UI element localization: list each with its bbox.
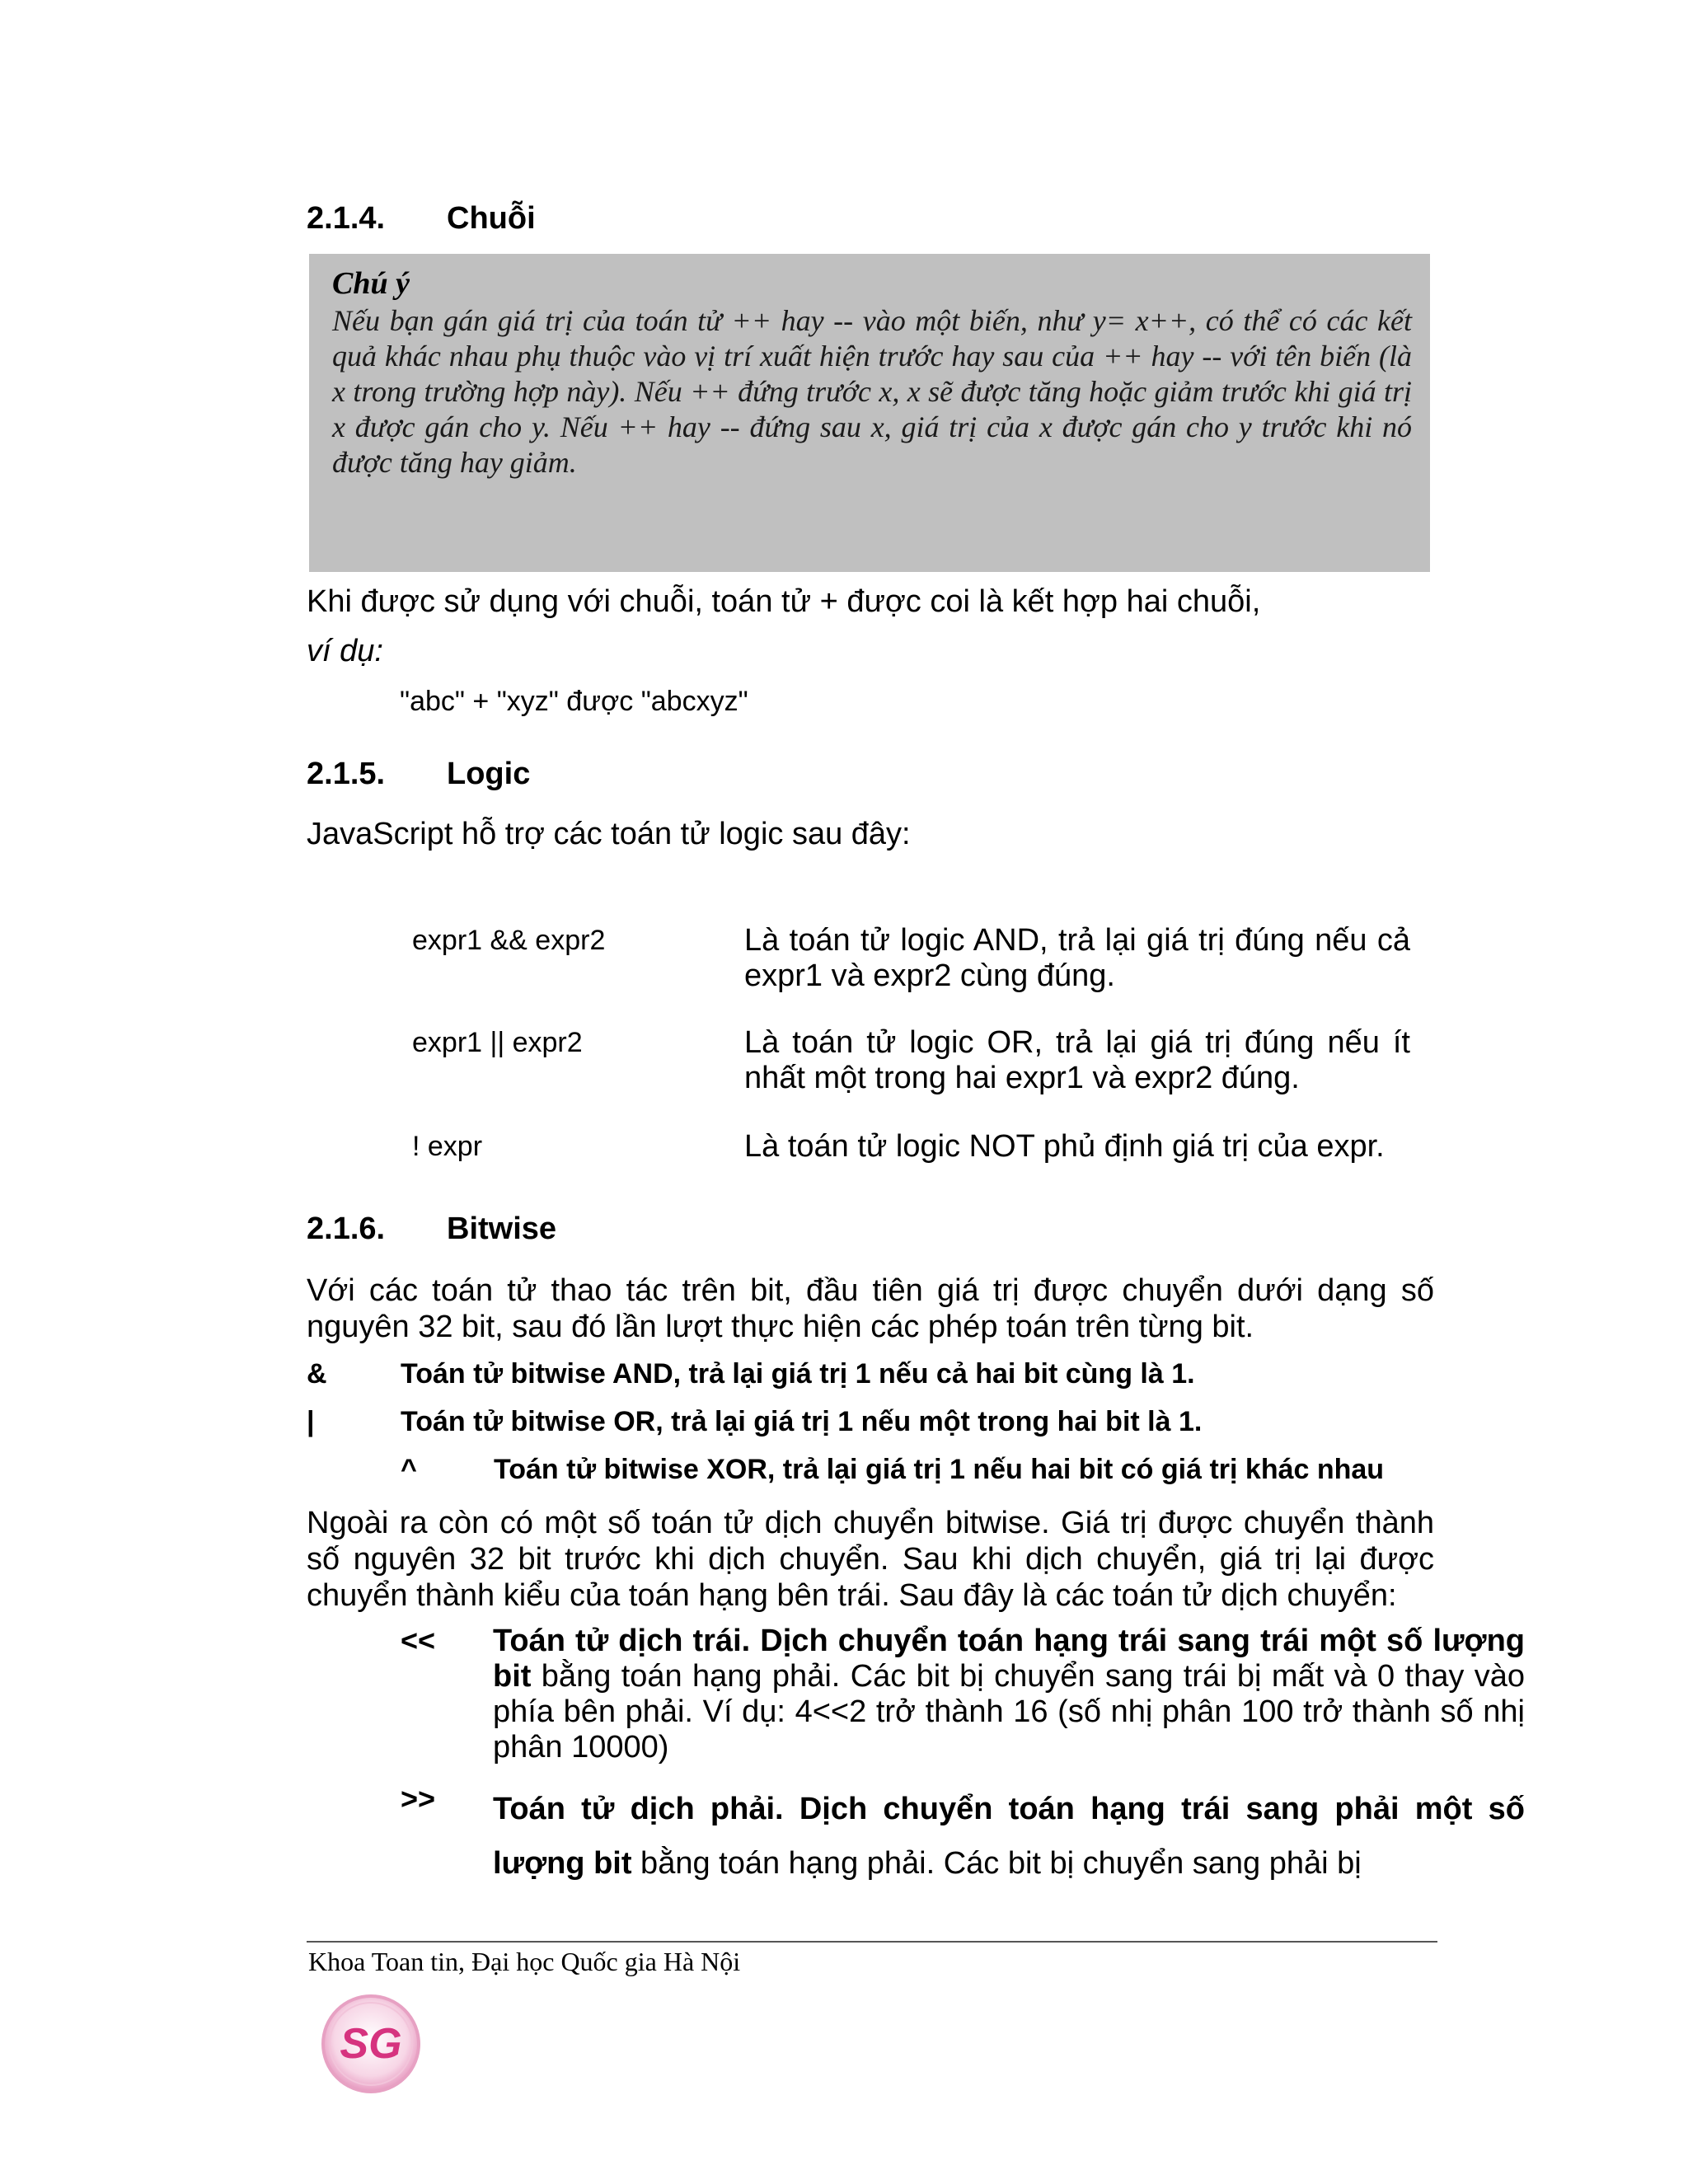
operator-description-rest: bằng toán hạng phải. Các bit bị chuyển sang trái bị mất và 0 thay vào phía bên phải. Ví dụ: 4<<2 trở thành 16 (số nhị phân 100 trở thành số nhị phân 10000)	[493, 1659, 1525, 1765]
example-code: "abc" + "xyz" được "abcxyz"	[400, 686, 748, 717]
section-number: 2.1.4.	[307, 201, 386, 236]
operator-symbol: <<	[401, 1624, 436, 1657]
shift-left	[401, 1624, 1525, 1772]
logic-row-not	[412, 1129, 1411, 1179]
footer-text: Khoa Toan tin, Đại học Quốc gia Hà Nội	[308, 1947, 741, 1976]
operator-symbol: &	[307, 1358, 327, 1390]
shift-right	[401, 1782, 1525, 1897]
logic-row-and	[412, 923, 1411, 1005]
logic-row-or	[412, 1025, 1411, 1108]
operator-code: ! expr	[412, 1131, 483, 1162]
operator-description: Là toán tử logic AND, trả lại giá trị đúng nếu cả expr1 và expr2 cùng đúng.	[744, 923, 1410, 993]
operator-description: Là toán tử logic OR, trả lại giá trị đúng nếu ít nhất một trong hai expr1 và expr2 đúng.	[744, 1025, 1410, 1095]
logic-intro: JavaScript hỗ trợ các toán tử logic sau đây:	[307, 817, 911, 851]
note-body: Nếu bạn gán giá trị của toán tử ++ hay -- vào một biến, như y= x++, có thể có các kết quả khác nhau phụ thuộc vào vị trí xuất hiện trước hay sau của ++ hay -- với tên biến (là x trong trường hợp này). Nếu ++ đứng trước x, x sẽ được tăng hoặc giảm trước khi giá trị x được gán cho y. Nếu ++ hay -- đứng sau x, giá trị của x được gán cho y trước khi nó được tăng hay giảm.	[332, 304, 1412, 479]
operator-description-rest: bằng toán hạng phải. Các bit bị chuyển sang phải bị	[631, 1846, 1362, 1881]
note-box	[309, 254, 1430, 572]
operator-symbol: ^	[401, 1454, 417, 1485]
section-heading-logic	[307, 757, 801, 796]
section-heading-strings	[307, 201, 801, 241]
operator-code: expr1 && expr2	[412, 925, 606, 956]
bitwise-or	[307, 1406, 1444, 1442]
operator-symbol: >>	[401, 1782, 436, 1816]
operator-description	[493, 1782, 1525, 1891]
operator-description: Toán tử bitwise XOR, trả lại giá trị 1 nếu hai bit có giá trị khác nhau	[494, 1454, 1385, 1485]
section-number: 2.1.5.	[307, 757, 386, 791]
operator-description-bold: Toán tử dịch trái. Dịch chuyển toán hạng trái sang trái một số lượng bit	[493, 1624, 1525, 1694]
example-label: ví dụ:	[307, 634, 383, 668]
section-number: 2.1.6.	[307, 1212, 386, 1246]
operator-description: Toán tử bitwise AND, trả lại giá trị 1 nếu cả hai bit cùng là 1.	[401, 1358, 1195, 1390]
operator-description: Toán tử bitwise OR, trả lại giá trị 1 nếu một trong hai bit là 1.	[401, 1406, 1203, 1437]
note-title: Chú ý	[332, 266, 410, 301]
strings-intro: Khi được sử dụng với chuỗi, toán tử + được coi là kết hợp hai chuỗi,	[307, 584, 1261, 619]
logo-text: SG	[340, 2020, 402, 2068]
sg-logo	[317, 1990, 424, 2097]
operator-code: expr1 || expr2	[412, 1027, 583, 1058]
shift-intro: Ngoài ra còn có một số toán tử dịch chuyển bitwise. Giá trị được chuyển thành số nguyên 32 bit trước khi dịch chuyển. Sau khi dịch chuyển, giá trị lại được chuyển thành kiểu của toán hạng bên trái. Sau đây là các toán tử dịch chuyển:	[307, 1506, 1434, 1613]
section-title: Logic	[447, 757, 531, 791]
bitwise-intro: Với các toán tử thao tác trên bit, đầu tiên giá trị được chuyển dưới dạng số nguyên 32 bit, sau đó lần lượt thực hiện các phép toán trên từng bit.	[307, 1273, 1434, 1344]
section-title: Bitwise	[447, 1212, 557, 1246]
operator-description	[493, 1624, 1525, 1765]
section-title: Chuỗi	[447, 201, 536, 236]
operator-description: Là toán tử logic NOT phủ định giá trị của expr.	[744, 1129, 1385, 1164]
footer-rule	[307, 1941, 1437, 1943]
operator-description-bold: Toán tử dịch phải. Dịch chuyển toán hạng trái sang phải một số lượng bit	[493, 1792, 1525, 1881]
bitwise-xor	[401, 1454, 1444, 1490]
section-heading-bitwise	[307, 1212, 801, 1251]
bitwise-and	[307, 1358, 1444, 1394]
operator-symbol: |	[307, 1406, 315, 1437]
